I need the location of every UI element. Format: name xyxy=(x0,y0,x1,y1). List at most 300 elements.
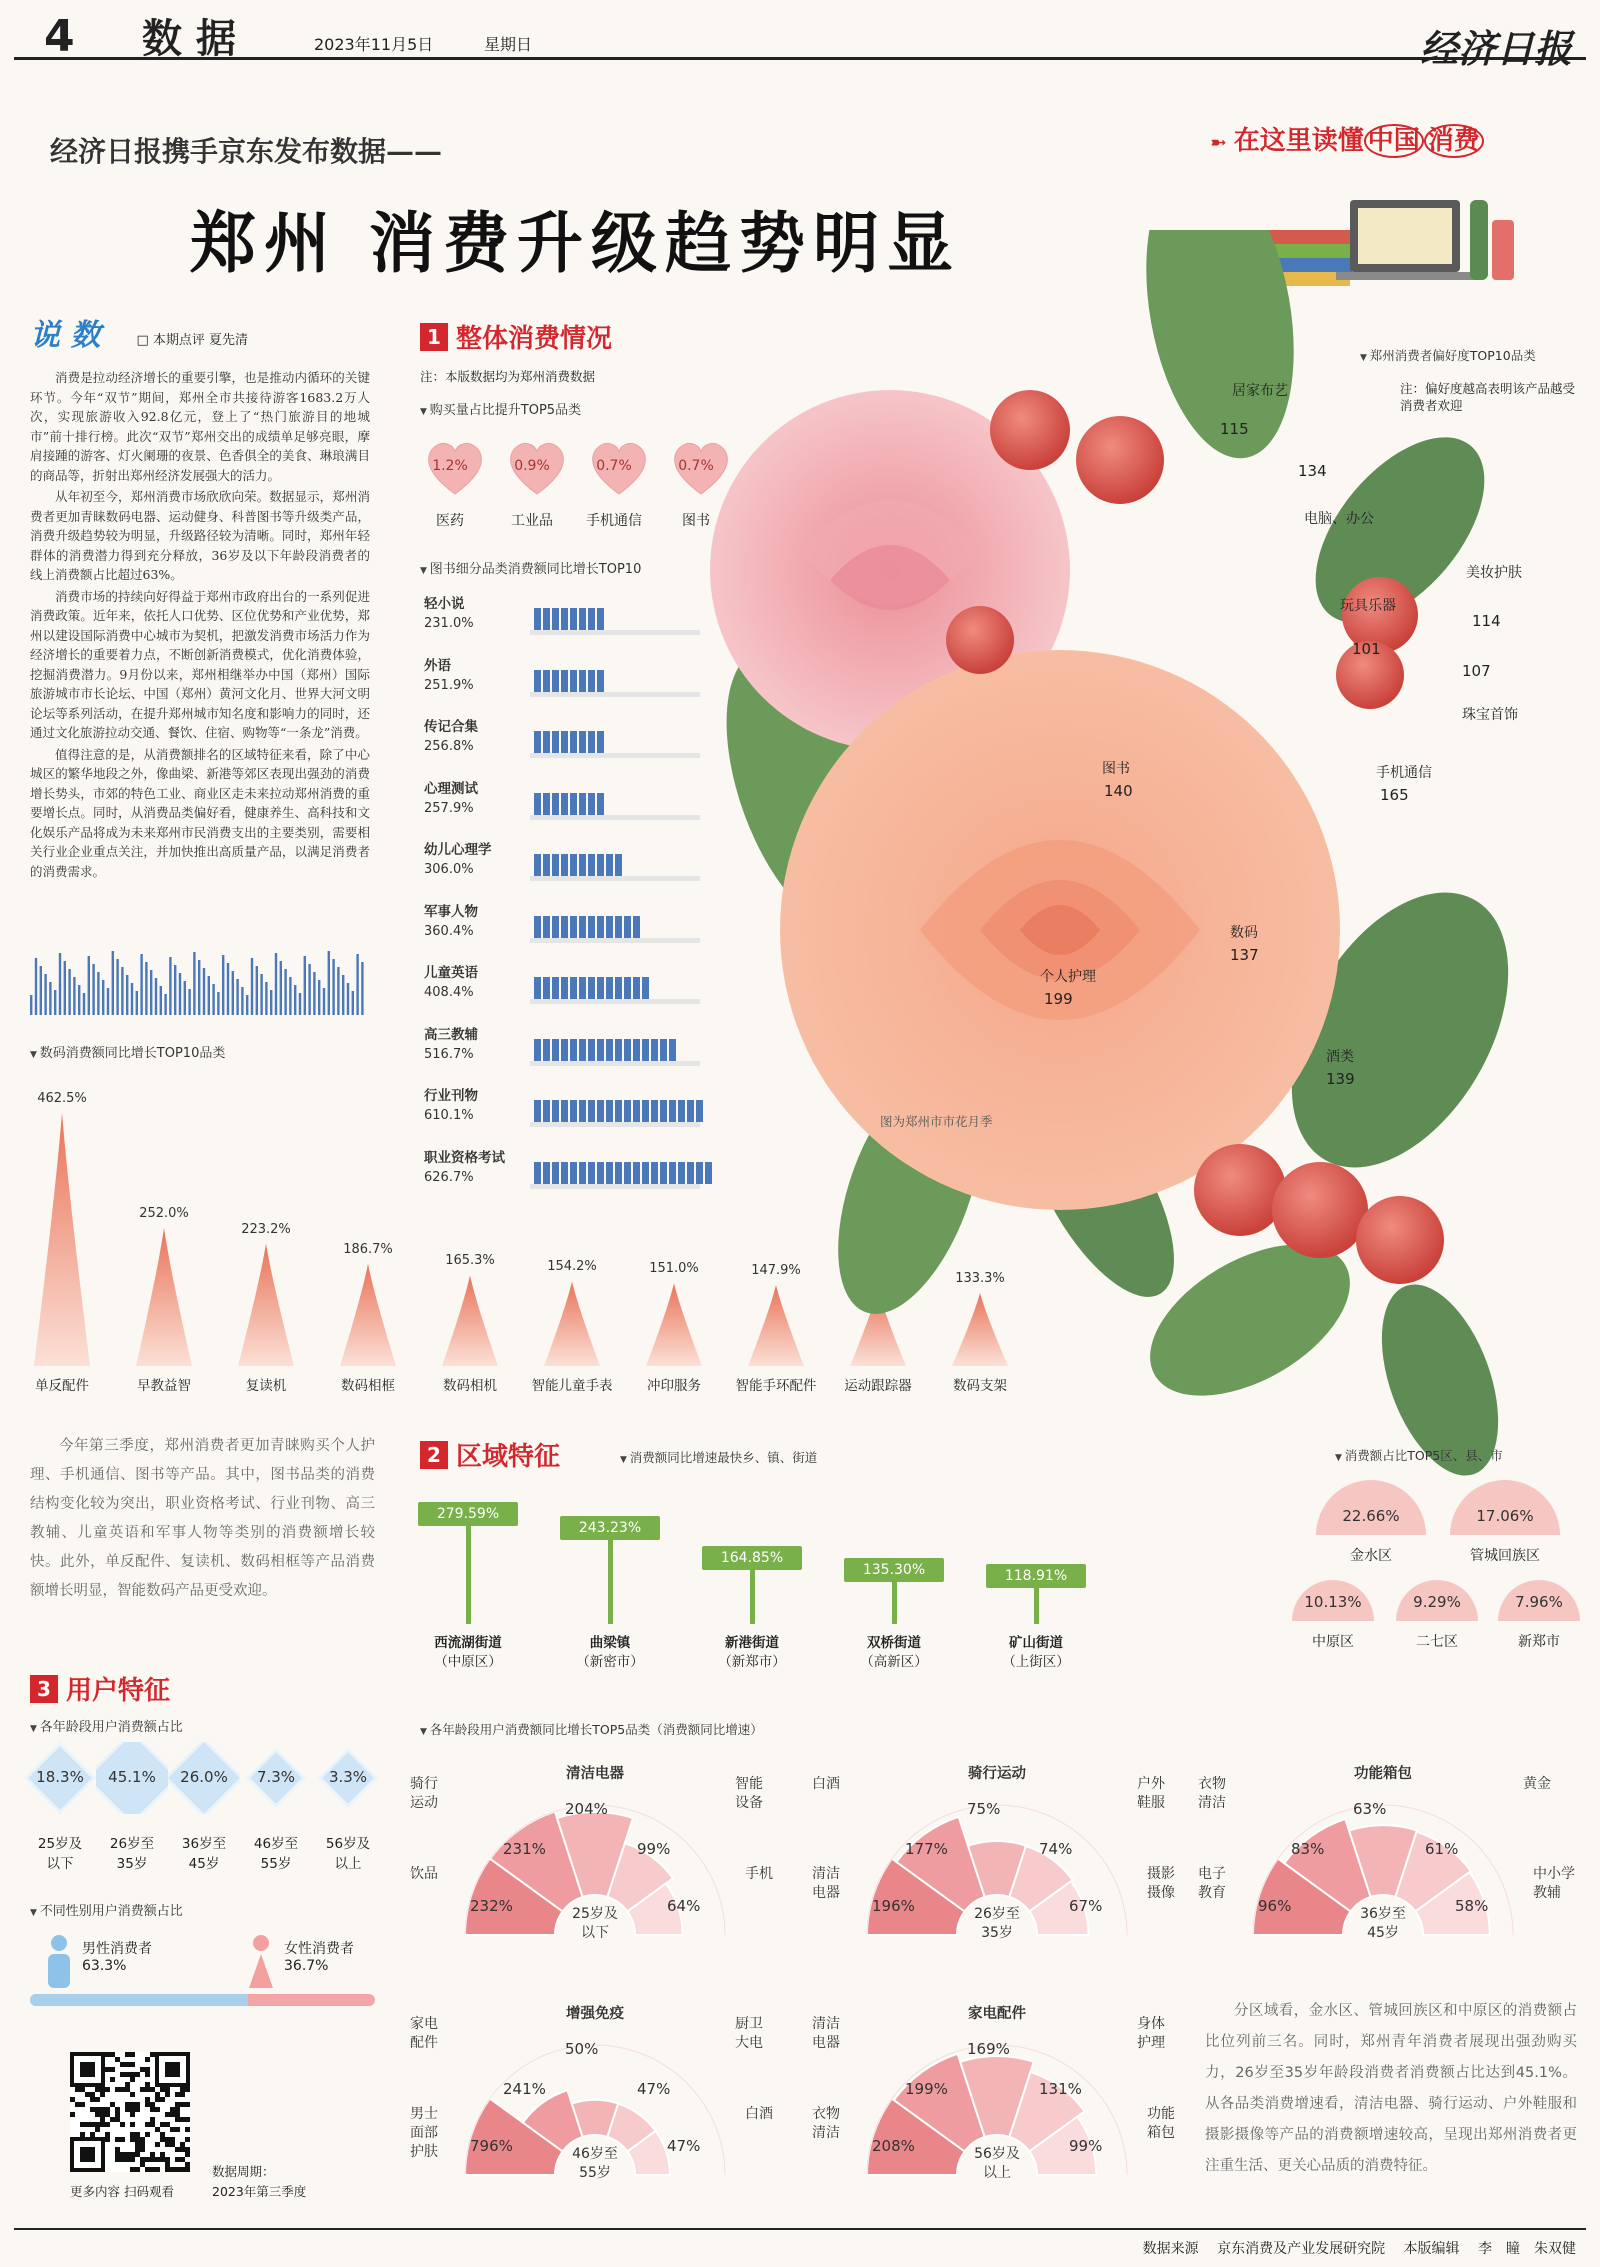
decor-bar xyxy=(30,995,32,1015)
book-spine xyxy=(543,793,550,815)
page-header xyxy=(14,11,1586,71)
mountain-category: 数码相框 xyxy=(341,1378,395,1394)
semi-value: 74% xyxy=(1039,1840,1073,1858)
age-title: ▼ 各年龄段用户消费额占比 xyxy=(30,1716,183,1735)
semi-value: 131% xyxy=(1039,2080,1082,2098)
mountain-value: 165.3% xyxy=(445,1253,495,1269)
district-name: 管城回族区 xyxy=(1470,1548,1540,1564)
semi-category xyxy=(1198,1865,1226,1903)
semi-value: 199% xyxy=(905,2080,948,2098)
male-icon xyxy=(44,1934,74,1990)
summary-text: 今年第三季度，郑州消费者更加青睐购买个人护理、手机通信、图书等产品。其中，图书品类的消费结构变化较为突出，职业资格考试、行业刊物、高三教辅、儿童英语和军事人物等类别的消费额增长较快。此外，单反配件、复读机、数码相框等产品消费额增长明显，智能数码产品更受欢迎。 xyxy=(30,1438,375,1599)
semi-category xyxy=(1137,1775,1165,1813)
book-spine xyxy=(543,731,550,753)
book-value: 306.0% xyxy=(424,862,474,877)
book-spine xyxy=(579,854,586,876)
mountain-category: 智能儿童手表 xyxy=(531,1378,613,1394)
rose-category: 美妆护肤 xyxy=(1466,565,1522,581)
semi-category-line2: 护理 xyxy=(1137,2035,1165,2051)
semi-center-b: 45岁 xyxy=(1367,1925,1399,1941)
book-spine xyxy=(561,670,568,692)
decor-bar xyxy=(107,988,109,1015)
mountain-category: 智能手环配件 xyxy=(735,1378,817,1394)
decor-bar xyxy=(275,953,277,1015)
mountain-value: 186.7% xyxy=(343,1241,393,1257)
book-spine xyxy=(597,916,604,938)
decor-bar xyxy=(361,962,363,1015)
decor-bar xyxy=(49,982,51,1015)
decor-bar xyxy=(140,954,142,1015)
district-value: 22.66% xyxy=(1342,1507,1400,1525)
flags-chart xyxy=(420,1480,1100,1680)
male-bar-fill xyxy=(30,1994,248,2006)
book-spine xyxy=(534,731,541,753)
book-spine xyxy=(552,854,559,876)
banner-text-b: 中国 xyxy=(1364,124,1424,158)
semi-category xyxy=(1137,2015,1165,2053)
decor-bar xyxy=(179,973,181,1015)
semi-category-line2: 电器 xyxy=(812,1885,840,1901)
book-spine xyxy=(606,977,613,999)
district-item xyxy=(1316,1480,1426,1565)
semi-center-b: 以下 xyxy=(581,1925,609,1941)
decor-bar xyxy=(328,951,330,1015)
semi-center-a: 36岁至 xyxy=(1360,1906,1406,1922)
semi-value: 58% xyxy=(1455,1897,1489,1915)
commentary-paragraph: 消费市场的持续向好得益于郑州市政府出台的一系列促进消费政策。近年来，依托人口优势、区位优势和产业优势，郑州以建设国际消费中心城市为契机，把激发消费市场活力作为经济增长的重要着力点，不断创新消费模式，优化消费体验，挖掘消费潜力。9月份以来，郑州相继举办中国（郑州）国际旅游城市市长论坛、中国（郑州）黄河文化月、世界大河文明论坛等系列活动，在提升郑州城市知名度和影响力的同时，还通过文化旅游拉动交通、餐饮、住宿、购物等“一条龙”消费。 xyxy=(30,588,370,740)
book-spine xyxy=(561,977,568,999)
semi-category xyxy=(812,2105,840,2143)
decor-bar xyxy=(193,952,195,1015)
footer-credits xyxy=(1143,2238,1576,2258)
book-category: 职业资格考试 xyxy=(424,1149,505,1166)
decor-bar xyxy=(83,993,85,1015)
section-3-header xyxy=(30,1670,170,1707)
book-spine xyxy=(615,1039,622,1061)
decor-bar xyxy=(35,958,37,1015)
semi-category-line2: 教辅 xyxy=(1533,1885,1561,1901)
district-name: 二七区 xyxy=(1416,1634,1458,1650)
book-value: 360.4% xyxy=(424,923,474,939)
decor-bar xyxy=(116,959,118,1015)
semi-value: 169% xyxy=(967,2040,1010,2058)
book-spine xyxy=(579,1039,586,1061)
semi-value: 196% xyxy=(872,1897,915,1915)
rose-value: 107 xyxy=(1462,662,1491,680)
mountain-peak xyxy=(136,1228,192,1366)
masthead: 经济日报 xyxy=(1419,26,1572,71)
decor-bar xyxy=(198,960,200,1015)
book-spine xyxy=(534,1039,541,1061)
semi-category-line1: 手机 xyxy=(745,1866,773,1882)
decor-bar xyxy=(304,956,306,1015)
book-bar xyxy=(534,670,604,692)
flag-district: （新密市） xyxy=(576,1654,644,1670)
decor-bar xyxy=(352,991,354,1015)
age-label-a: 26岁至 xyxy=(109,1836,155,1852)
book-spine xyxy=(588,793,595,815)
semi-center-b: 55岁 xyxy=(579,2165,611,2181)
book-spine xyxy=(534,854,541,876)
semi-category xyxy=(812,1775,840,1794)
gender-bar xyxy=(30,1994,375,2006)
mountain-category: 冲印服务 xyxy=(647,1378,701,1394)
flag-area: 新港街道 xyxy=(725,1635,779,1651)
book-spine xyxy=(579,731,586,753)
semi-value: 61% xyxy=(1425,1840,1459,1858)
closing-text: 分区域看，金水区、管城回族区和中原区的消费额占比位列前三名。同时，郑州青年消费者展现出强劲购买力，26岁至35岁年龄段消费者消费额占比达到45.1%。从各品类消费增速看，清洁电器、骑行运动、户外鞋服和摄影摄像等产品的消费额增速较高，呈现出郑州消费者更注重生活、更关心品质的消费特征。 xyxy=(1205,2003,1577,2174)
flag-item xyxy=(702,1546,802,1624)
top5-item xyxy=(420,440,490,530)
flag-pole xyxy=(466,1526,471,1624)
age-label-a: 36岁至 xyxy=(181,1836,227,1852)
mountain-value: 154.2% xyxy=(547,1259,597,1275)
mountain-peak xyxy=(340,1264,396,1366)
decor-bar xyxy=(217,992,219,1015)
book-spine xyxy=(633,916,640,938)
rose-value: 199 xyxy=(1044,990,1073,1008)
decor-bar xyxy=(164,994,166,1015)
book-spine xyxy=(561,793,568,815)
decor-bar xyxy=(150,970,152,1015)
book-spine xyxy=(597,854,604,876)
mountain-value: 252.0% xyxy=(139,1205,189,1221)
decor-bar xyxy=(308,964,310,1015)
book-spine xyxy=(552,731,559,753)
rose-category: 珠宝首饰 xyxy=(1462,707,1518,723)
flag-item xyxy=(418,1502,518,1624)
book-spine xyxy=(588,731,595,753)
source-label: 数据来源 xyxy=(1142,2241,1199,2257)
age-value: 26.0% xyxy=(180,1768,228,1786)
age-item xyxy=(24,1742,96,1872)
flag-pole xyxy=(892,1582,897,1624)
decor-bar xyxy=(92,964,94,1015)
age-value: 45.1% xyxy=(108,1768,156,1786)
book-spine xyxy=(579,670,586,692)
book-spine xyxy=(570,916,577,938)
book-shelf xyxy=(530,692,700,697)
mountain-peak xyxy=(544,1281,600,1366)
book-spine xyxy=(543,977,550,999)
district-value: 9.29% xyxy=(1413,1593,1461,1611)
flag-item xyxy=(844,1558,944,1624)
book-spine xyxy=(570,854,577,876)
book-shelf xyxy=(530,1061,700,1066)
semi-category-line2: 面部 xyxy=(410,2125,438,2141)
book-spine xyxy=(534,977,541,999)
mountain-value: 223.2% xyxy=(241,1221,291,1237)
flags-title: ▼ 消费额同比增速最快乡、镇、街道 xyxy=(620,1448,817,1466)
flag-district: （新郑市） xyxy=(718,1654,786,1670)
semi-center-b: 以上 xyxy=(983,2165,1011,2181)
age-item xyxy=(96,1742,168,1872)
decor-bar xyxy=(97,972,99,1015)
book-spine xyxy=(579,977,586,999)
semi-center xyxy=(957,1905,1037,1943)
book-spine xyxy=(642,1039,649,1061)
book-spine xyxy=(606,854,613,876)
semi-category xyxy=(410,2015,438,2053)
semi-title: 清洁电器 xyxy=(566,1766,624,1782)
book-spine xyxy=(588,1039,595,1061)
semi-value: 231% xyxy=(503,1840,546,1858)
book-spine xyxy=(579,793,586,815)
decor-bar xyxy=(188,989,190,1015)
top5-category: 工业品 xyxy=(511,513,553,529)
decor-bar xyxy=(64,961,66,1015)
book-spine xyxy=(588,977,595,999)
decor-bar xyxy=(203,968,205,1015)
district-item xyxy=(1396,1580,1478,1651)
rose-title: ▼ 郑州消费者偏好度TOP10品类 xyxy=(1360,346,1536,364)
decor-bar xyxy=(284,969,286,1015)
semi-category-line1: 家电 xyxy=(410,2016,438,2032)
mountain-value: 462.5% xyxy=(37,1090,87,1106)
decor-bar xyxy=(169,957,171,1015)
semi-category xyxy=(1147,1865,1175,1903)
semi-value: 241% xyxy=(503,2080,546,2098)
age-label-a: 46岁至 xyxy=(253,1836,299,1852)
mountain-category: 早教益智 xyxy=(137,1378,191,1394)
semi-center-a: 25岁及 xyxy=(572,1906,618,1922)
district-name: 中原区 xyxy=(1312,1634,1354,1650)
decor-bar xyxy=(222,955,224,1015)
issue-date: 2023年11月5日 xyxy=(314,35,434,54)
decor-bar xyxy=(112,951,114,1015)
book-shelf xyxy=(530,876,700,881)
rose-value: 140 xyxy=(1104,782,1133,800)
semi-category-line2: 箱包 xyxy=(1147,2125,1175,2141)
rose-value: 134 xyxy=(1298,462,1327,480)
semi-category-line1: 骑行 xyxy=(410,1776,438,1792)
book-bar xyxy=(534,793,604,815)
issue-weekday: 星期日 xyxy=(484,35,533,54)
book-category: 儿童英语 xyxy=(424,965,478,981)
book-spine xyxy=(597,793,604,815)
book-spine xyxy=(570,731,577,753)
headline: 郑州 消费升级趋势明显 xyxy=(190,205,961,282)
book-spine xyxy=(552,916,559,938)
semi-category-line1: 清洁 xyxy=(812,2016,840,2032)
rose-category: 玩具乐器 xyxy=(1340,598,1396,614)
semi-value: 99% xyxy=(637,1840,671,1858)
semi-category xyxy=(735,2015,763,2053)
semi-category xyxy=(1523,1775,1551,1794)
period-value: 2023年第三季度 xyxy=(212,2184,307,2199)
decor-bar xyxy=(323,988,325,1015)
semi-category-line2: 运动 xyxy=(410,1795,438,1811)
decor-bar xyxy=(356,954,358,1015)
flag-value: 135.30% xyxy=(844,1558,944,1582)
decor-bar xyxy=(265,982,267,1015)
section-2-number: 2 xyxy=(420,1441,448,1469)
semi-title: 家电配件 xyxy=(968,2006,1026,2022)
mountain-category: 数码相机 xyxy=(443,1378,497,1394)
book-bar xyxy=(534,854,622,876)
decor-bar xyxy=(246,995,248,1015)
book-spine xyxy=(624,977,631,999)
semi-title: 骑行运动 xyxy=(968,1766,1026,1782)
book-spine xyxy=(534,670,541,692)
female-value: 36.7% xyxy=(284,1958,329,1974)
rose-illustration xyxy=(680,230,1580,1520)
rose-value: 115 xyxy=(1220,420,1249,438)
rose-category: 电脑、办公 xyxy=(1304,511,1374,527)
semi-value: 64% xyxy=(667,1897,701,1915)
semi-title: 增强免疫 xyxy=(566,2006,624,2022)
book-bar xyxy=(534,1039,676,1061)
age-item xyxy=(312,1742,384,1872)
decor-bar xyxy=(294,985,296,1015)
book-spine xyxy=(552,977,559,999)
book-spine xyxy=(579,608,586,630)
decor-bar xyxy=(260,974,262,1015)
decor-bar xyxy=(174,965,176,1015)
book-category: 心理测试 xyxy=(424,780,478,797)
top5-item xyxy=(584,440,654,530)
decor-bar xyxy=(256,966,258,1015)
book-spine xyxy=(570,608,577,630)
decor-bar xyxy=(160,986,162,1015)
age-label-a: 56岁及 xyxy=(325,1836,371,1852)
banner-text-c: 消费 xyxy=(1424,124,1484,158)
book-spine xyxy=(561,1039,568,1061)
flag-label xyxy=(834,1634,954,1672)
section-2-title: 区域特征 xyxy=(456,1442,561,1472)
book-category: 行业刊物 xyxy=(424,1088,478,1104)
district-value: 17.06% xyxy=(1476,1507,1534,1525)
book-spine xyxy=(561,916,568,938)
rose-note: 注：偏好度越高表明该产品越受消费者欢迎 xyxy=(1400,381,1576,413)
semi-value: 796% xyxy=(470,2137,513,2155)
books-title: ▼ 图书细分品类消费额同比增长TOP10 xyxy=(420,558,641,577)
section-2-header xyxy=(420,1436,560,1473)
flag-item xyxy=(986,1564,1086,1624)
flag-district: （上街区） xyxy=(1002,1654,1070,1670)
semi-category xyxy=(1147,2105,1175,2143)
semi-category-line1: 身体 xyxy=(1137,2016,1165,2032)
district-item xyxy=(1450,1480,1560,1565)
summary-paragraph xyxy=(30,1432,375,1606)
book-spine xyxy=(543,670,550,692)
semi-value: 63% xyxy=(1353,1800,1387,1818)
book-value: 231.0% xyxy=(424,616,474,631)
district-value: 10.13% xyxy=(1304,1593,1362,1611)
period-label: 数据周期： xyxy=(212,2164,275,2179)
female-label: 女性消费者 xyxy=(284,1941,354,1957)
age-label-b: 55岁 xyxy=(260,1856,292,1872)
book-spine xyxy=(660,1039,667,1061)
semi-category-line1: 白酒 xyxy=(745,2106,773,2122)
page-number: 4 xyxy=(44,11,75,62)
decor-bar xyxy=(299,993,301,1015)
book-spine xyxy=(570,793,577,815)
section-1-number: 1 xyxy=(420,323,448,351)
semi-category-line3: 护肤 xyxy=(410,2144,438,2160)
flag-district: （中原区） xyxy=(434,1654,502,1670)
section-1-title: 整体消费情况 xyxy=(456,324,613,354)
decor-bar xyxy=(44,974,46,1015)
semi-category xyxy=(745,1865,773,1884)
kicker: 经济日报携手京东发布数据—— xyxy=(50,135,443,168)
book-spine xyxy=(552,1039,559,1061)
book-spine xyxy=(552,608,559,630)
book-spine xyxy=(606,1039,613,1061)
rose-value: 101 xyxy=(1352,640,1381,658)
semi-value: 96% xyxy=(1258,1897,1292,1915)
mountain-peak xyxy=(238,1244,294,1366)
decor-bar xyxy=(227,963,229,1015)
district-chart xyxy=(1300,1480,1590,1680)
flag-area: 双桥街道 xyxy=(867,1635,921,1651)
book-category: 军事人物 xyxy=(424,903,478,920)
commentary-title: 说 数 xyxy=(30,318,101,353)
semi-category-line1: 衣物 xyxy=(812,2106,840,2122)
semi-category xyxy=(410,2105,438,2162)
semi-center xyxy=(555,2145,635,2183)
book-row xyxy=(424,654,704,712)
age-chart xyxy=(24,1742,384,1902)
semi-category-line1: 智能 xyxy=(735,1776,763,1792)
book-value: 516.7% xyxy=(424,1046,474,1062)
semi-category xyxy=(410,1865,438,1884)
age-value: 3.3% xyxy=(328,1768,368,1786)
rose-value: 137 xyxy=(1230,946,1259,964)
decor-bar xyxy=(136,991,138,1015)
book-spine xyxy=(633,1039,640,1061)
decor-bar xyxy=(121,967,123,1015)
book-spine xyxy=(606,916,613,938)
decor-bar xyxy=(236,979,238,1015)
book-spine xyxy=(534,916,541,938)
banner-text-a: 在这里读懂 xyxy=(1233,126,1364,156)
flag-pole xyxy=(608,1540,613,1624)
semi-category-line2: 清洁 xyxy=(812,2125,840,2141)
book-spine xyxy=(588,608,595,630)
age-item xyxy=(168,1742,240,1872)
male-label: 男性消费者 xyxy=(82,1941,152,1957)
mountain-peak xyxy=(34,1113,90,1366)
book-spine xyxy=(633,977,640,999)
book-spine xyxy=(624,1039,631,1061)
book-value: 626.7% xyxy=(424,1169,474,1185)
book-spine xyxy=(624,916,631,938)
mountain-value: 147.9% xyxy=(751,1262,801,1278)
flag-value: 243.23% xyxy=(560,1516,660,1540)
book-bar xyxy=(534,916,640,938)
rose-value: 139 xyxy=(1326,1070,1355,1088)
book-spine xyxy=(543,1039,550,1061)
book-shelf xyxy=(530,815,700,820)
female-icon xyxy=(246,1934,276,1990)
semi-center xyxy=(957,2145,1037,2183)
decor-bar xyxy=(88,956,90,1015)
semi-center xyxy=(1343,1905,1423,1943)
top5-value: 0.9% xyxy=(514,458,550,474)
footer xyxy=(14,2228,1586,2258)
qr-code[interactable] xyxy=(70,2052,190,2172)
semi-center xyxy=(555,1905,635,1943)
decor-bar xyxy=(212,984,214,1015)
mountain-category: 复读机 xyxy=(245,1378,287,1394)
decor-bar xyxy=(184,981,186,1015)
rose-category: 手机通信 xyxy=(1376,765,1432,781)
book-spine xyxy=(570,977,577,999)
semi-center-a: 46岁至 xyxy=(572,2146,618,2162)
book-spine xyxy=(543,916,550,938)
decor-bar xyxy=(270,990,272,1015)
